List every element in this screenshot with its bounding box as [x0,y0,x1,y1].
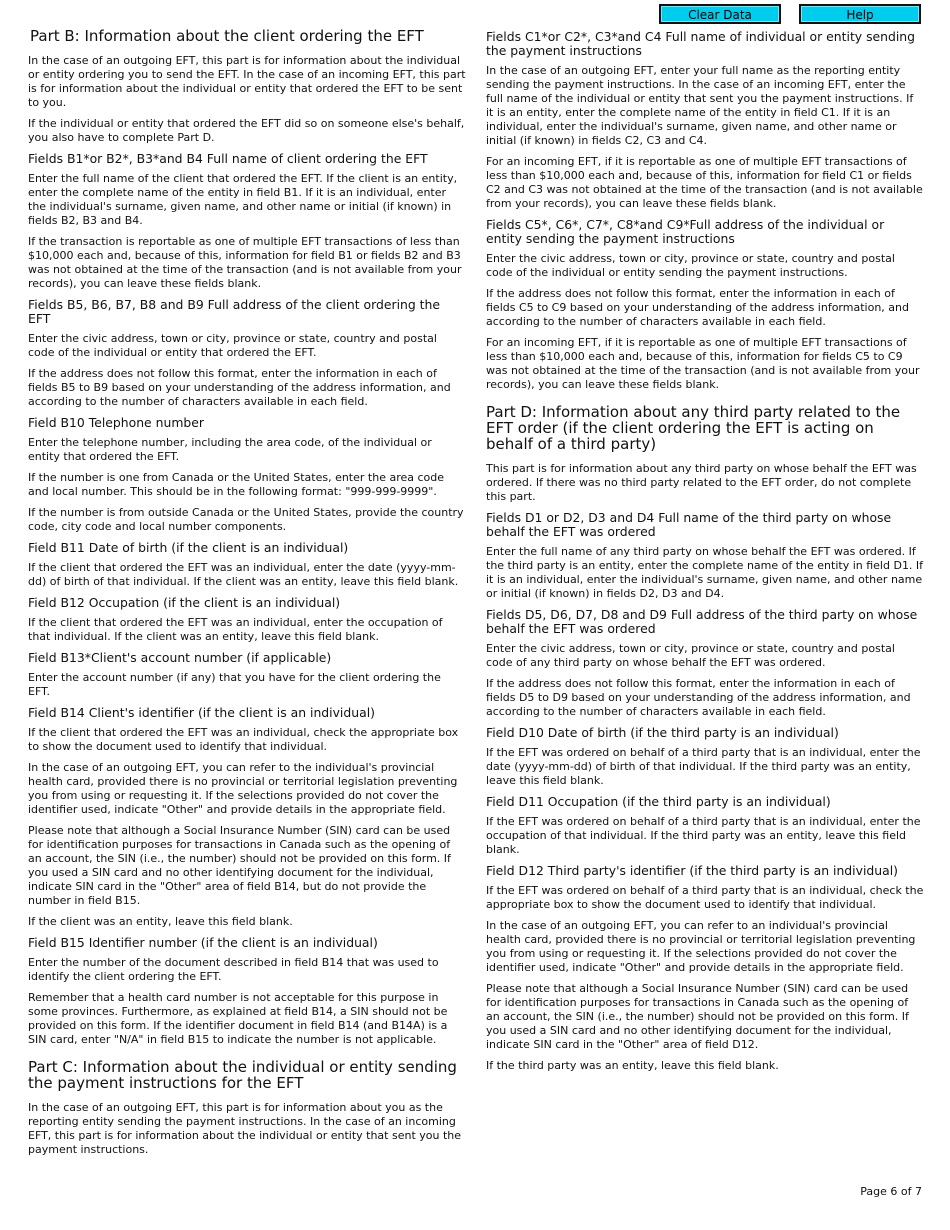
section-heading: Field B14 Client's identifier (if the client is an individual) [28,705,375,720]
section-heading: Field D12 Third party's identifier (if the third party is an individual) [486,863,898,878]
part-c-title: Part C: Information about the individual or entity sending the payment instructions for the EFT [28,1058,457,1092]
paragraph: Enter the full name of any third party on whose behalf the EFT was ordered. If the third party is an entity, enter the complete name of the entity in field D1. If it is an individual, enter the individual's surname, given name, and other name or initial (if known) in fields D2, D3 and D4. [486,545,924,600]
paragraph: In the case of an outgoing EFT, this part is for information about the individual or entity ordering you to send the EFT. In the case of an incoming EFT, this part is for information about the individual or entity that ordered the EFT to be sent to you. [28,54,466,109]
paragraph: If the EFT was ordered on behalf of a third party that is an individual, enter the occupation of that individual. If the third party was an entity, leave this field blank. [486,815,921,856]
section-heading: Fields B5, B6, B7, B8 and B9 Full address of the client ordering the EFT [28,297,441,326]
left-column [28,28,466,1164]
part-b-title: Part B: Information about the client ordering the EFT [30,27,424,45]
paragraph: In the case of an outgoing EFT, this part is for information about you as the reporting entity sending the payment instructions. In the case of an incoming EFT, this part is for information about the individual or entity that sent you the payment instructions. [28,1101,462,1156]
page-number: Page 6 of 7 [860,1185,922,1198]
paragraph: Enter the full name of the client that ordered the EFT. If the client is an entity, enter the complete name of the entity in field B1. If it is an individual, enter the individual's surname, given name, and other name or initial (if known) in fields B2, B3 and B4. [28,172,458,227]
paragraph: Enter the civic address, town or city, province or state, country and postal code of the individual or entity that ordered the EFT. [28,332,437,359]
section-heading: Field B13*Client's account number (if applicable) [28,650,332,665]
section-heading: Field D11 Occupation (if the third party is an individual) [486,794,831,809]
paragraph: In the case of an outgoing EFT, enter your full name as the reporting entity sending the payment instructions. In the case of an incoming EFT, enter the full name of the individual or entity that sent you the payment instructions. If it is an entity, enter the complete name of the entity in field C1. If it is an individual, enter the individual's surname, given name, and other name or initial (if known) in fields C2, C3 and C4. [486,64,914,147]
paragraph: If the number is from outside Canada or the United States, provide the country code, city code and local number components. [28,506,464,533]
paragraph: If the transaction is reportable as one of multiple EFT transactions of less than $10,000 each and, because of this, information for field B1 or fields B2 and B3 was not obtained at the time of the transaction (and is not available from your records), you can leave these fields blank. [28,235,462,290]
paragraph: Enter the account number (if any) that you have for the client ordering the EFT. [28,671,441,698]
section-heading: Fields B1*or B2*, B3*and B4 Full name of client ordering the EFT [28,151,428,166]
section-heading: Fields C1*or C2*, C3*and C4 Full name of individual or entity sending the payment instructions [486,29,916,58]
section-heading: Field D10 Date of birth (if the third party is an individual) [486,725,839,740]
paragraph: Enter the civic address, town or city, province or state, country and postal code of any third party on whose behalf the EFT was ordered. [486,642,895,669]
section-heading: Field B10 Telephone number [28,415,204,430]
part-d-title: Part D: Information about any third party related to the EFT order (if the client ordering the EFT is acting on behalf of a third party) [486,403,901,453]
paragraph: Please note that although a Social Insurance Number (SIN) card can be used for identification purposes for transactions in Canada such as the opening of an account, the SIN (i.e., the number) should not be provided on this form. If you used a SIN card and no other identifying document for the individual, indicate SIN card in the "Other" area of field B14, but do not provide the number in field B15. [28,824,451,907]
paragraph: If the number is one from Canada or the United States, enter the area code and local number. This should be in the following format: "999-999-9999". [28,471,445,498]
section-heading: Field B12 Occupation (if the client is an individual) [28,595,341,610]
section-heading: Field B11 Date of birth (if the client is an individual) [28,540,349,555]
paragraph: If the address does not follow this format, enter the information in each of fields D5 to D9 based on your understanding of the address information, and according to the number of characters available in each field. [486,677,911,718]
paragraph: Enter the civic address, town or city, province or state, country and postal code of the individual or entity sending the payment instructions. [486,252,895,279]
paragraph: Enter the number of the document described in field B14 that was used to identify the client ordering the EFT. [28,956,439,983]
help-button[interactable]: Help [799,4,921,24]
paragraph: If the address does not follow this format, enter the information in each of fields C5 to C9 based on your understanding of the address information, and according to the number of characters available in each field. [486,287,909,328]
paragraph: In the case of an outgoing EFT, you can refer to the individual's provincial health card, provided there is no provincial or territorial legislation preventing you from using or requesting it. If the selections provided do not cover the identifier used, indicate "Other" and provide details in the appropriate field. [28,761,458,816]
paragraph: For an incoming EFT, if it is reportable as one of multiple EFT transactions of less than $10,000 each and, because of this, information for fields C5 to C9 was not obtained at the time of the transaction (and is not available from your records), you can leave these fields blank. [486,336,920,391]
paragraph: Please note that although a Social Insurance Number (SIN) card can be used for identification purposes for transactions in Canada such as the opening of an account, the SIN (i.e., the number) should not be provided on this form. If you used a SIN card and no other identifying document for the individual, indicate SIN card in the "Other" area of field D12. [486,982,909,1051]
paragraph: If the client was an entity, leave this field blank. [28,915,293,928]
paragraph: If the client that ordered the EFT was an individual, check the appropriate box to show the document used to identify that individual. [28,726,459,753]
paragraph: If the EFT was ordered on behalf of a third party that is an individual, check the appropriate box to show the document used to identify that individual. [486,884,924,911]
paragraph: If the individual or entity that ordered the EFT did so on someone else's behalf, you also have to complete Part D. [28,117,465,144]
paragraph: If the client that ordered the EFT was an individual, enter the date (yyyy-mm-dd) of birth of that individual. If the client was an entity, leave this field blank. [28,561,459,588]
clear-data-button[interactable]: Clear Data [659,4,781,24]
paragraph: If the EFT was ordered on behalf of a third party that is an individual, enter the date (yyyy-mm-dd) of birth of that individual. If the third party was an entity, leave this field blank. [486,746,921,787]
paragraph: Enter the telephone number, including the area code, of the individual or entity that ordered the EFT. [28,436,432,463]
section-heading: Fields D5, D6, D7, D8 and D9 Full address of the third party on whose behalf the EFT was ordered [486,607,918,636]
paragraph: This part is for information about any third party on whose behalf the EFT was ordered. If there was no third party related to the EFT order, do not complete this part. [486,462,917,503]
paragraph: If the third party was an entity, leave this field blank. [486,1059,779,1072]
right-column [486,30,924,1080]
section-heading: Fields C5*, C6*, C7*, C8*and C9*Full address of the individual or entity sending the payment instructions [486,217,885,246]
paragraph: For an incoming EFT, if it is reportable as one of multiple EFT transactions of less than $10,000 each and, because of this, information for field C1 or fields C2 and C3 was not obtained at the time of the transaction (and is not available from your records), you can leave these fields blank. [486,155,923,210]
section-heading: Fields D1 or D2, D3 and D4 Full name of the third party on whose behalf the EFT was ordered [486,510,892,539]
paragraph: In the case of an outgoing EFT, you can refer to an individual's provincial health card, provided there is no provincial or territorial legislation preventing you from using or requesting it. If the selections provided do not cover the identifier used, indicate "Other" and provide details in the appropriate field. [486,919,916,974]
paragraph: Remember that a health card number is not acceptable for this purpose in some provinces. Furthermore, as explained at field B14, a SIN should not be provided on this form. If the identifier document in field B14 (and B14A) is a SIN card, enter "N/A" in field B15 to indicate the number is not applicable. [28,991,448,1046]
paragraph: If the client that ordered the EFT was an individual, enter the occupation of that individual. If the client was an entity, leave this field blank. [28,616,443,643]
section-heading: Field B15 Identifier number (if the client is an individual) [28,935,378,950]
paragraph: If the address does not follow this format, enter the information in each of fields B5 to B9 based on your understanding of the address information, and according to the number of characters available in each field. [28,367,451,408]
